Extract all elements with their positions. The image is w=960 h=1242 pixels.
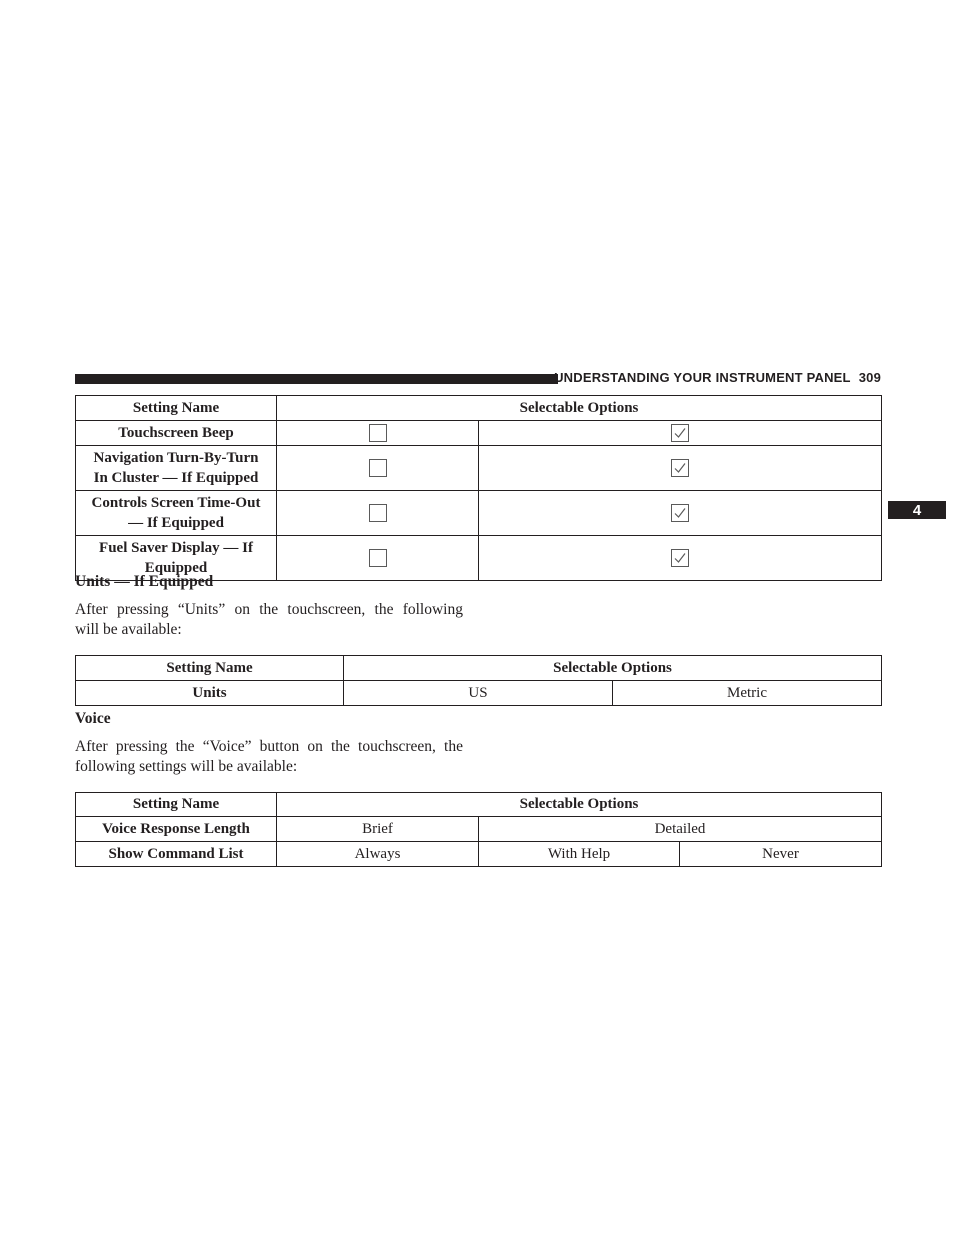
table-row [76,681,882,706]
setting-name: Controls Screen Time-Out — If Equipped [76,491,277,536]
option-cell [277,536,479,581]
checked-box-icon[interactable] [671,424,689,442]
unchecked-box-icon[interactable] [369,459,387,477]
setting-name: Navigation Turn-By-Turn In Cluster — If Equipped [76,446,277,491]
option-detailed[interactable]: Detailed [479,817,882,842]
table-header-row [76,396,882,421]
page-number: 309 [858,370,881,385]
col-header-setting-name: Setting Name [76,656,344,681]
voice-paragraph: After pressing the “Voice” button on the touchscreen, the following settings will be available: [75,738,463,775]
voice-settings-table [75,792,882,867]
display-settings-table [75,395,882,581]
col-header-selectable-options: Selectable Options [277,793,882,817]
checked-box-icon[interactable] [671,459,689,477]
option-with-help[interactable]: With Help [479,842,680,867]
option-cell [479,421,882,446]
checked-box-icon[interactable] [671,549,689,567]
unchecked-box-icon[interactable] [369,549,387,567]
col-header-selectable-options: Selectable Options [344,656,882,681]
option-cell [277,421,479,446]
col-header-selectable-options: Selectable Options [277,396,882,421]
table-row [76,491,882,536]
setting-name: Fuel Saver Display — If Equipped [76,536,277,581]
option-cell [277,491,479,536]
chapter-tab: 4 [888,501,946,519]
setting-name: Voice Response Length [76,817,277,842]
table-header-row [76,656,882,681]
option-cell [479,491,882,536]
table-row [76,817,882,842]
unchecked-box-icon[interactable] [369,504,387,522]
table-row [76,421,882,446]
option-cell [479,446,882,491]
option-brief[interactable]: Brief [277,817,479,842]
setting-name: Units [76,681,344,706]
header-rule [75,374,558,384]
page-header [75,369,881,389]
units-paragraph: After pressing “Units” on the touchscreen, the following will be available: [75,601,463,638]
header-title: UNDERSTANDING YOUR INSTRUMENT PANEL [554,370,851,385]
table-row [76,842,882,867]
setting-name: Touchscreen Beep [76,421,277,446]
units-table [75,655,882,706]
option-always[interactable]: Always [277,842,479,867]
setting-name: Show Command List [76,842,277,867]
option-us[interactable]: US [344,681,613,706]
table-row [76,446,882,491]
voice-heading: Voice [75,710,111,727]
option-cell [479,536,882,581]
option-never[interactable]: Never [680,842,882,867]
table-header-row [76,793,882,817]
col-header-setting-name: Setting Name [76,396,277,421]
checked-box-icon[interactable] [671,504,689,522]
units-heading: Units — If Equipped [75,573,214,590]
col-header-setting-name: Setting Name [76,793,277,817]
option-cell [277,446,479,491]
header-text [554,370,881,385]
option-metric[interactable]: Metric [613,681,882,706]
unchecked-box-icon[interactable] [369,424,387,442]
